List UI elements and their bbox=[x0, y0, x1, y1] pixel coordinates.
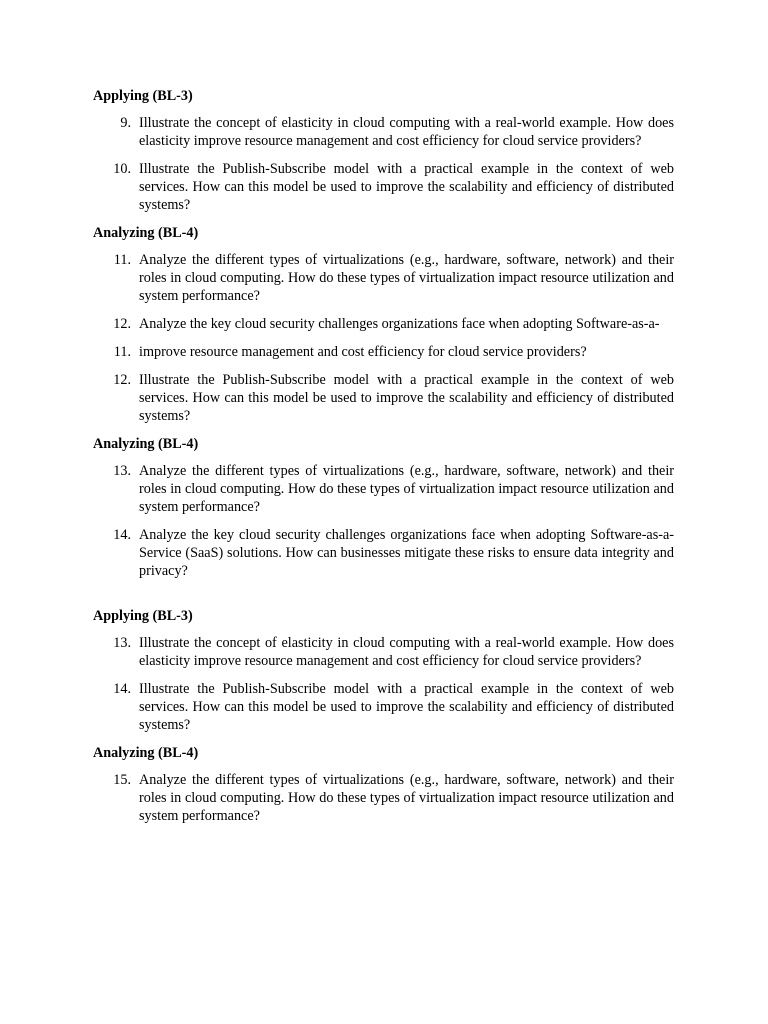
section-analyzing-3 bbox=[93, 744, 674, 825]
question-number: 14. bbox=[113, 681, 131, 697]
question-item bbox=[93, 771, 674, 825]
question-text: Analyze the different types of virtualizations (e.g., hardware, software, network) and their roles in cloud computing. How do these types of virtualization impact resource utilization and system performance? bbox=[139, 772, 674, 824]
question-text: Illustrate the Publish-Subscribe model with a practical example in the context of web services. How can this model be used to improve the scalability and efficiency of distributed systems? bbox=[139, 372, 674, 424]
section-heading: Applying (BL-3) bbox=[93, 88, 193, 104]
question-text: Illustrate the concept of elasticity in cloud computing with a real-world example. How does elasticity improve resource management and cost efficiency for cloud service providers? bbox=[139, 635, 674, 669]
question-item bbox=[93, 462, 674, 516]
section-heading: Analyzing (BL-4) bbox=[93, 745, 199, 761]
question-text: Illustrate the Publish-Subscribe model with a practical example in the context of web services. How can this model be used to improve the scalability and efficiency of distributed systems? bbox=[139, 161, 674, 213]
section-analyzing-1 bbox=[93, 224, 674, 425]
question-number: 12. bbox=[113, 316, 131, 332]
question-list bbox=[93, 462, 674, 580]
question-number: 15. bbox=[113, 772, 131, 788]
question-number: 10. bbox=[113, 161, 131, 177]
question-item bbox=[93, 526, 674, 580]
section-applying-2 bbox=[93, 607, 674, 734]
question-text: improve resource management and cost efficiency for cloud service providers? bbox=[139, 344, 587, 360]
section-heading: Analyzing (BL-4) bbox=[93, 436, 199, 452]
question-text: Illustrate the Publish-Subscribe model with a practical example in the context of web services. How can this model be used to improve the scalability and efficiency of distributed systems? bbox=[139, 681, 674, 733]
question-item bbox=[93, 315, 674, 333]
question-list bbox=[93, 634, 674, 734]
question-number: 11. bbox=[113, 344, 131, 360]
question-item bbox=[93, 371, 674, 425]
question-text: Analyze the different types of virtualizations (e.g., hardware, software, network) and their roles in cloud computing. How do these types of virtualization impact resource utilization and system performance? bbox=[139, 463, 674, 515]
section-applying-1 bbox=[93, 87, 674, 214]
question-item bbox=[93, 251, 674, 305]
question-item bbox=[93, 680, 674, 734]
question-text: Analyze the key cloud security challenges organizations face when adopting Software-as-a-Service (SaaS) solutions. How can businesses mitigate these risks to ensure data integrity and privacy? bbox=[139, 527, 674, 579]
document-body bbox=[93, 87, 674, 835]
question-number: 13. bbox=[113, 463, 131, 479]
question-item bbox=[93, 634, 674, 670]
question-list bbox=[93, 771, 674, 825]
question-number: 11. bbox=[113, 252, 131, 268]
question-list bbox=[93, 114, 674, 214]
question-item bbox=[93, 160, 674, 214]
question-number: 14. bbox=[113, 527, 131, 543]
question-number: 12. bbox=[113, 372, 131, 388]
question-text: Illustrate the concept of elasticity in cloud computing with a real-world example. How does elasticity improve resource management and cost efficiency for cloud service providers? bbox=[139, 115, 674, 149]
question-number: 9. bbox=[120, 115, 131, 131]
section-heading: Applying (BL-3) bbox=[93, 608, 193, 624]
question-text: Analyze the key cloud security challenges organizations face when adopting Software-as-a- bbox=[139, 316, 660, 332]
question-list bbox=[93, 251, 674, 425]
question-text: Analyze the different types of virtualizations (e.g., hardware, software, network) and their roles in cloud computing. How do these types of virtualization impact resource utilization and system performance? bbox=[139, 252, 674, 304]
question-item bbox=[93, 114, 674, 150]
section-analyzing-2 bbox=[93, 435, 674, 580]
section-heading: Analyzing (BL-4) bbox=[93, 225, 199, 241]
question-number: 13. bbox=[113, 635, 131, 651]
question-item bbox=[93, 343, 674, 361]
